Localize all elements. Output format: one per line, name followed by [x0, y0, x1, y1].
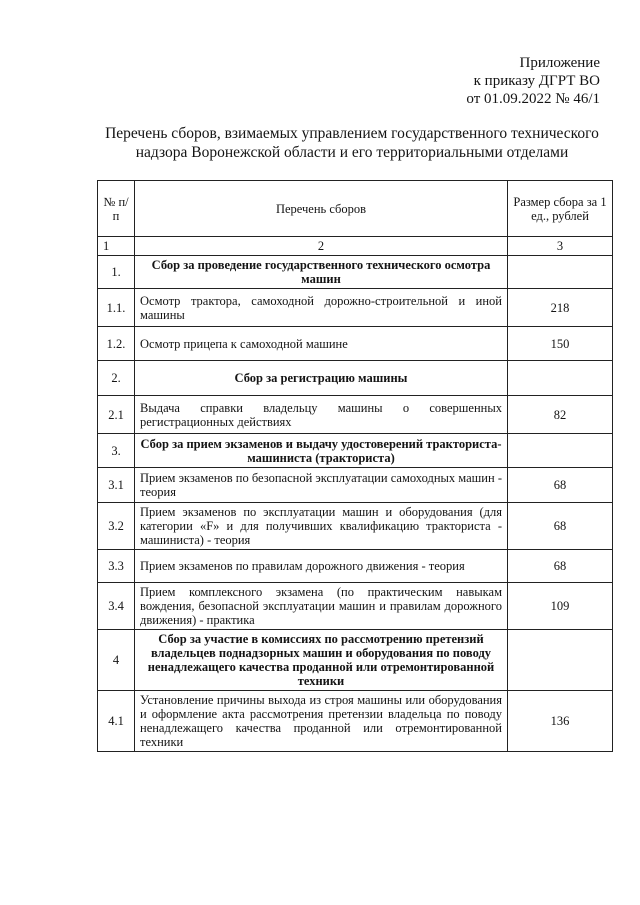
row-fee-name: Установление причины выхода из строя машины или оборудования и оформление акта рассмотрения претензии владельца по поводу ненадлежащего качества проданной или отремонтированной техники	[135, 691, 508, 752]
table-row	[98, 289, 613, 327]
annex-label: Приложение	[519, 55, 600, 71]
row-number: 2.	[98, 361, 135, 396]
col-number-2: 2	[135, 237, 508, 256]
row-fee-name: Осмотр прицепа к самоходной машине	[135, 327, 508, 361]
row-fee-amount: 68	[508, 503, 613, 550]
table-row	[98, 396, 613, 434]
column-number-row	[98, 237, 613, 256]
row-number: 3.2	[98, 503, 135, 550]
row-fee-amount	[508, 434, 613, 468]
row-number: 3.4	[98, 583, 135, 630]
row-number: 2.1	[98, 396, 135, 434]
row-fee-name: Сбор за регистрацию машины	[135, 361, 508, 396]
annex-order-ref: к приказу ДГРТ ВО	[473, 73, 600, 89]
annex-block	[466, 54, 600, 108]
row-fee-name: Прием экзаменов по безопасной эксплуатации самоходных машин - теория	[135, 468, 508, 503]
title-line-1: Перечень сборов, взимаемых управлением государственного технического	[105, 125, 599, 142]
row-fee-amount: 68	[508, 550, 613, 583]
table-row	[98, 583, 613, 630]
row-number: 1.2.	[98, 327, 135, 361]
row-fee-amount: 150	[508, 327, 613, 361]
section-row	[98, 630, 613, 691]
fees-table	[97, 180, 613, 752]
table-row	[98, 503, 613, 550]
col-number-3: 3	[508, 237, 613, 256]
row-fee-amount: 82	[508, 396, 613, 434]
table-row	[98, 691, 613, 752]
row-fee-amount	[508, 630, 613, 691]
row-fee-name: Прием экзаменов по правилам дорожного движения - теория	[135, 550, 508, 583]
row-fee-name: Прием комплексного экзамена (по практическим навыкам вождения, безопасной эксплуатации машин и правилам дорожного движения) - практика	[135, 583, 508, 630]
row-fee-amount: 136	[508, 691, 613, 752]
row-number: 4	[98, 630, 135, 691]
header-name: Перечень сборов	[135, 181, 508, 237]
row-fee-name: Осмотр трактора, самоходной дорожно-строительной и иной машины	[135, 289, 508, 327]
fees-table-body	[98, 256, 613, 752]
section-row	[98, 434, 613, 468]
row-fee-amount: 109	[508, 583, 613, 630]
header-row	[98, 181, 613, 237]
document-title	[92, 124, 612, 162]
table-row	[98, 327, 613, 361]
annex-order-date: от 01.09.2022 № 46/1	[466, 91, 600, 107]
row-number: 3.3	[98, 550, 135, 583]
row-fee-amount	[508, 361, 613, 396]
row-fee-name: Сбор за проведение государственного технического осмотра машин	[135, 256, 508, 289]
col-number-1: 1	[98, 237, 135, 256]
row-fee-amount: 68	[508, 468, 613, 503]
row-number: 1.1.	[98, 289, 135, 327]
table-row	[98, 468, 613, 503]
row-fee-name: Прием экзаменов по эксплуатации машин и оборудования (для категории «F» и для получивших квалификацию тракториста - машиниста) - теория	[135, 503, 508, 550]
row-fee-name: Выдача справки владельцу машины о совершенных регистрационных действиях	[135, 396, 508, 434]
row-fee-amount: 218	[508, 289, 613, 327]
row-number: 3.1	[98, 468, 135, 503]
section-row	[98, 256, 613, 289]
header-fee: Размер сбора за 1 ед., рублей	[508, 181, 613, 237]
row-fee-amount	[508, 256, 613, 289]
row-number: 1.	[98, 256, 135, 289]
row-fee-name: Сбор за прием экзаменов и выдачу удостоверений тракториста-машиниста (тракториста)	[135, 434, 508, 468]
section-row	[98, 361, 613, 396]
row-fee-name: Сбор за участие в комиссиях по рассмотрению претензий владельцев поднадзорных машин и оборудования по поводу ненадлежащего качества проданной или отремонтированной техники	[135, 630, 508, 691]
header-num: № п/п	[98, 181, 135, 237]
table-row	[98, 550, 613, 583]
title-line-2: надзора Воронежской области и его территориальными отделами	[135, 144, 569, 161]
row-number: 3.	[98, 434, 135, 468]
row-number: 4.1	[98, 691, 135, 752]
